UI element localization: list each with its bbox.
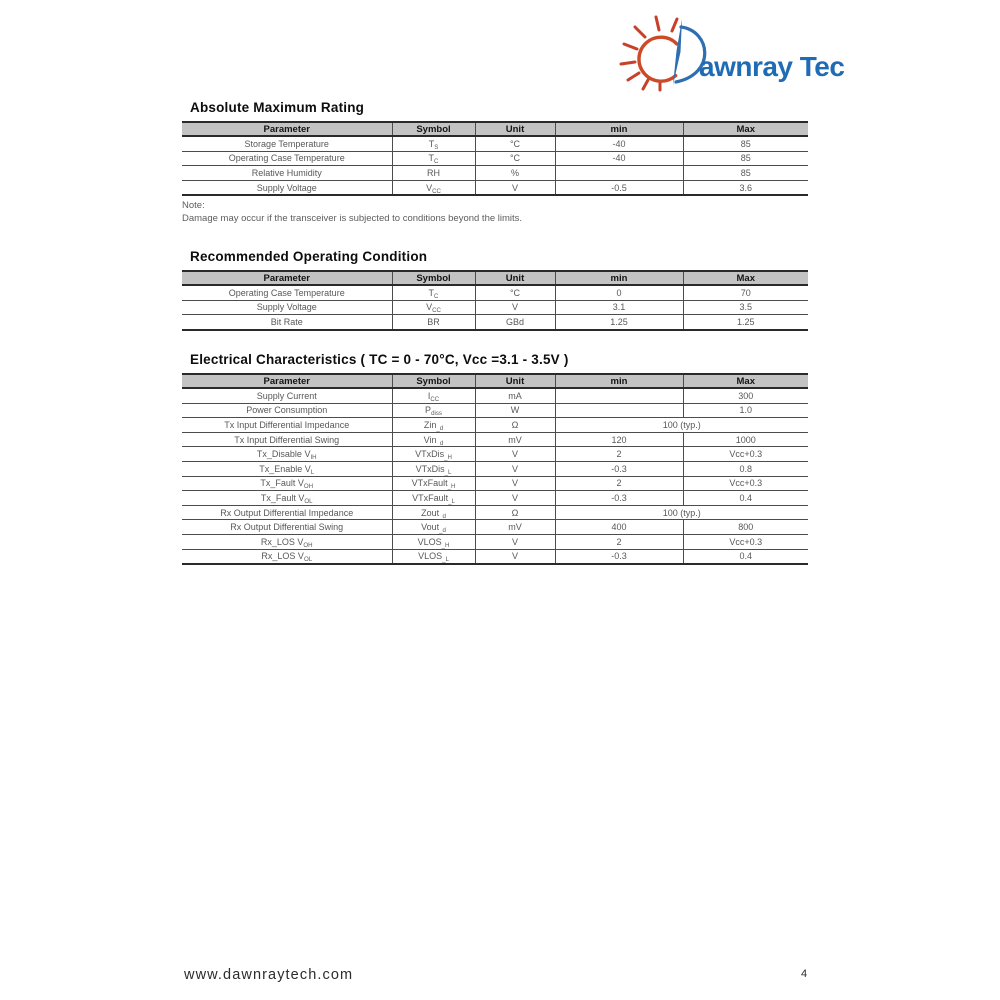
table-cell: Supply Current (182, 388, 392, 403)
table-cell: $I_{CC}$ (392, 388, 475, 403)
table-cell: VTxDis$_{\_H}$ (392, 447, 475, 462)
table-cell: Rx_LOS $V_{OH}$ (182, 534, 392, 549)
table-cell: Rx Output Differential Impedance (182, 505, 392, 520)
table-cell: V (475, 549, 555, 564)
logo-graphic (615, 12, 845, 92)
table-cell: °C (475, 285, 555, 300)
table-cell: V (475, 300, 555, 315)
table-row (182, 403, 808, 418)
note-text: Damage may occur if the transceiver is subjected to conditions beyond the limits. (182, 213, 523, 225)
note-label: Note: (182, 200, 205, 212)
table-cell: $T_C$ (392, 151, 475, 166)
table-cell: 0 (555, 285, 683, 300)
table-cell: 0.4 (683, 491, 808, 506)
table-cell: V (475, 476, 555, 491)
table-cell: Vcc+0.3 (683, 447, 808, 462)
spec-table (182, 270, 808, 331)
table-cell: $V_{CC}$ (392, 300, 475, 315)
table-cell: RH (392, 166, 475, 181)
table-cell: Tx_Fault $V_{OL}$ (182, 491, 392, 506)
table-cell: Ω (475, 418, 555, 433)
table-cell: V (475, 180, 555, 195)
table-cell: 400 (555, 520, 683, 535)
table-cell (555, 388, 683, 403)
table-cell: -40 (555, 136, 683, 151)
table-row (182, 461, 808, 476)
table-cell: VTxFault$_{\_H}$ (392, 476, 475, 491)
table-row (182, 491, 808, 506)
table-cell: 2 (555, 534, 683, 549)
column-header: Parameter (182, 271, 392, 285)
table-cell: Tx_Disable $V_{IH}$ (182, 447, 392, 462)
table-cell: Tx Input Differential Impedance (182, 418, 392, 433)
table-cell (555, 403, 683, 418)
table-cell: GBd (475, 315, 555, 330)
column-header: Symbol (392, 374, 475, 388)
table-row (182, 432, 808, 447)
table-cell: 1000 (683, 432, 808, 447)
table-row (182, 388, 808, 403)
table-cell: °C (475, 151, 555, 166)
table-cell (555, 166, 683, 181)
section-title: Absolute Maximum Rating (190, 100, 365, 115)
column-header: Unit (475, 271, 555, 285)
table-row (182, 180, 808, 195)
page-number: 4 (801, 968, 808, 980)
table-cell: Operating Case Temperature (182, 151, 392, 166)
table-cell: 100 (typ.) (555, 418, 808, 433)
footer-url: www.dawnraytech.com (184, 967, 354, 983)
table-cell: 3.1 (555, 300, 683, 315)
table-cell: $VLOS_{\_H}$ (392, 534, 475, 549)
table-cell: Rx Output Differential Swing (182, 520, 392, 535)
column-header: Unit (475, 122, 555, 136)
table-cell: 120 (555, 432, 683, 447)
table-cell: mA (475, 388, 555, 403)
column-header: Max (683, 271, 808, 285)
table-cell: 70 (683, 285, 808, 300)
column-header: Max (683, 374, 808, 388)
table-row (182, 418, 808, 433)
table-cell: Tx_Enable $V_L$ (182, 461, 392, 476)
table-cell: Tx_Fault $V_{OH}$ (182, 476, 392, 491)
table-cell: % (475, 166, 555, 181)
table-cell: V (475, 461, 555, 476)
table-cell: Zin$_{\_d}$ (392, 418, 475, 433)
table-cell: 2 (555, 447, 683, 462)
section (182, 100, 808, 225)
table-row (182, 300, 808, 315)
table-cell: 2 (555, 476, 683, 491)
table-cell: Vout$_{\_d}$ (392, 520, 475, 535)
table-row (182, 136, 808, 151)
table-cell: $VLOS_{\_L}$ (392, 549, 475, 564)
table-cell: Ω (475, 505, 555, 520)
column-header: Symbol (392, 122, 475, 136)
column-header: min (555, 374, 683, 388)
table-row (182, 447, 808, 462)
spec-table (182, 121, 808, 196)
table-cell: Vcc+0.3 (683, 534, 808, 549)
table-cell: -0.3 (555, 549, 683, 564)
table-row (182, 285, 808, 300)
table-row (182, 476, 808, 491)
table-cell: 85 (683, 166, 808, 181)
table-cell: -0.3 (555, 461, 683, 476)
table-cell: 100 (typ.) (555, 505, 808, 520)
table-cell: V (475, 491, 555, 506)
table-cell: 3.5 (683, 300, 808, 315)
table-cell: V (475, 447, 555, 462)
header-row (182, 271, 808, 285)
column-header: Max (683, 122, 808, 136)
table-cell: 1.0 (683, 403, 808, 418)
table-cell: Zout$_{\_d}$ (392, 505, 475, 520)
table-cell: -0.5 (555, 180, 683, 195)
table-row (182, 549, 808, 564)
table-row (182, 505, 808, 520)
table-cell: 800 (683, 520, 808, 535)
column-header: min (555, 271, 683, 285)
table-cell: Vin$_{\_d}$ (392, 432, 475, 447)
table-cell: Supply Voltage (256, 182, 317, 193)
table-cell: -0.3 (555, 491, 683, 506)
table-cell: W (475, 403, 555, 418)
logo-text: awnray Tech (699, 51, 845, 82)
table-cell: BR (392, 315, 475, 330)
table-cell: Power Consumption (182, 403, 392, 418)
column-header: Symbol (392, 271, 475, 285)
column-header: Parameter (182, 374, 392, 388)
table-cell: 3.6 (683, 180, 808, 195)
table-row (182, 151, 808, 166)
table-cell: Relative Humidity (182, 166, 392, 181)
sun-icon (621, 17, 677, 90)
table-cell: VTxDis$_{\_L}$ (392, 461, 475, 476)
table-cell: VTxFault$_{\_L}$ (392, 491, 475, 506)
section-title: Electrical Characteristics ( TC = 0 - 70°C, Vcc =3.1 - 3.5V ) (190, 352, 569, 367)
table-cell: Vcc+0.3 (683, 476, 808, 491)
table-cell: V (475, 534, 555, 549)
table-row (182, 520, 808, 535)
table-cell: -40 (555, 151, 683, 166)
table-cell: $T_C$ (392, 285, 475, 300)
table-cell: $T_S$ (392, 136, 475, 151)
table-cell: 0.8 (683, 461, 808, 476)
table-cell: 85 (683, 136, 808, 151)
column-header: min (555, 122, 683, 136)
table-row (182, 166, 808, 181)
table-note (182, 199, 808, 225)
table-cell: Operating Case Temperature (182, 285, 392, 300)
table-cell: Storage Temperature (182, 136, 392, 151)
table-cell: 1.25 (683, 315, 808, 330)
table-cell: °C (475, 136, 555, 151)
table-row (182, 315, 808, 330)
header-row (182, 122, 808, 136)
column-header: Unit (475, 374, 555, 388)
spec-table (182, 373, 808, 565)
table-row (182, 534, 808, 549)
column-header: Parameter (182, 122, 392, 136)
table-cell: Tx Input Differential Swing (182, 432, 392, 447)
table-cell: Rx_LOS $V_{OL}$ (261, 551, 313, 564)
table-cell: $P_{diss}$ (392, 403, 475, 418)
table-cell: 1.25 (555, 315, 683, 330)
table-cell: 300 (683, 388, 808, 403)
section (182, 352, 808, 565)
table-cell: $V_{CC}$ (392, 180, 475, 195)
section-title: Recommended Operating Condition (190, 249, 428, 264)
table-cell: Supply Voltage (182, 300, 392, 315)
header-row (182, 374, 808, 388)
table-cell: Bit Rate (270, 316, 303, 327)
table-cell: mV (475, 520, 555, 535)
section (182, 249, 808, 331)
table-cell: 0.4 (683, 549, 808, 564)
company-logo (615, 12, 845, 92)
table-cell: 85 (683, 151, 808, 166)
table-cell: mV (475, 432, 555, 447)
